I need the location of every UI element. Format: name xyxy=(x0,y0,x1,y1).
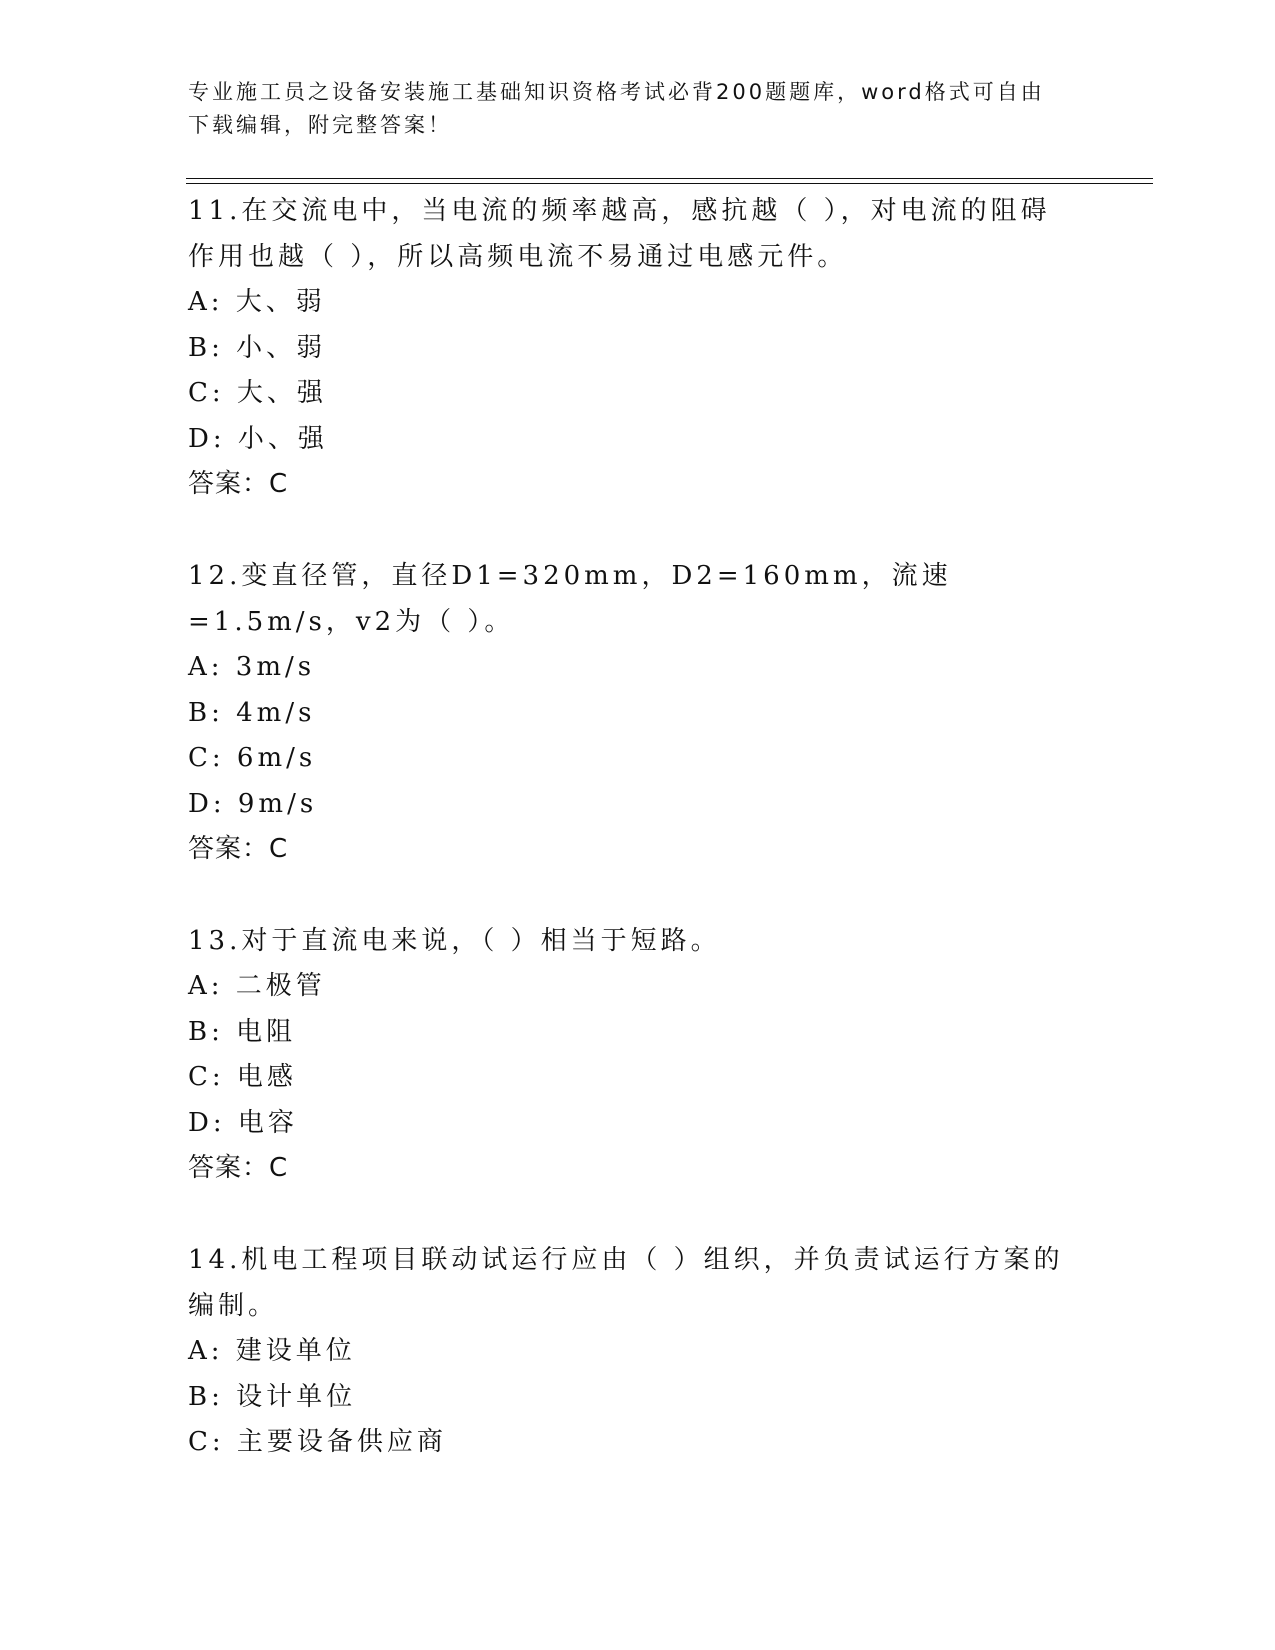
option-c: C: 电感 xyxy=(188,1062,297,1092)
question-stem: 12.变直径管，直径D1=320mm，D2=160mm，流速=1.5m/s，v2为（ ）。 xyxy=(188,561,952,637)
answer-line: 答案：C xyxy=(188,469,289,499)
option-a: A: 二极管 xyxy=(188,971,326,1001)
header-divider-top xyxy=(186,178,1153,179)
option-a: A: 大、弱 xyxy=(188,287,326,317)
question-11 xyxy=(188,188,1068,507)
question-13 xyxy=(188,918,1068,1191)
option-c: C: 6m/s xyxy=(188,743,317,773)
option-d: D: 9m/s xyxy=(188,788,318,819)
question-stem: 13.对于直流电来说，（ ）相当于短路。 xyxy=(188,926,721,956)
document-header: 专业施工员之设备安装施工基础知识资格考试必背200题题库，word格式可自由下载编辑，附完整答案！ xyxy=(188,80,1045,137)
option-b: B: 电阻 xyxy=(188,1016,297,1047)
question-14 xyxy=(188,1237,1068,1466)
header-divider-bottom xyxy=(186,183,1153,184)
option-c: C: 主要设备供应商 xyxy=(188,1427,447,1457)
option-a: A: 3m/s xyxy=(188,652,316,682)
question-stem: 11.在交流电中，当电流的频率越高，感抗越（ ），对电流的阻碍作用也越（ ），所以高频电流不易通过电感元件。 xyxy=(188,196,1051,272)
question-12 xyxy=(188,553,1068,872)
option-b: B: 4m/s xyxy=(188,697,316,728)
question-stem: 14.机电工程项目联动试运行应由（ ）组织，并负责试运行方案的编制。 xyxy=(188,1245,1064,1321)
option-b: B: 小、弱 xyxy=(188,332,327,363)
answer-line: 答案：C xyxy=(188,1153,289,1183)
answer-line: 答案：C xyxy=(188,834,289,864)
option-c: C: 大、强 xyxy=(188,378,327,408)
option-b: B: 设计单位 xyxy=(188,1381,357,1412)
option-a: A: 建设单位 xyxy=(188,1336,356,1366)
option-d: D: 电容 xyxy=(188,1107,298,1138)
question-list xyxy=(188,188,1068,1512)
option-d: D: 小、强 xyxy=(188,423,328,454)
